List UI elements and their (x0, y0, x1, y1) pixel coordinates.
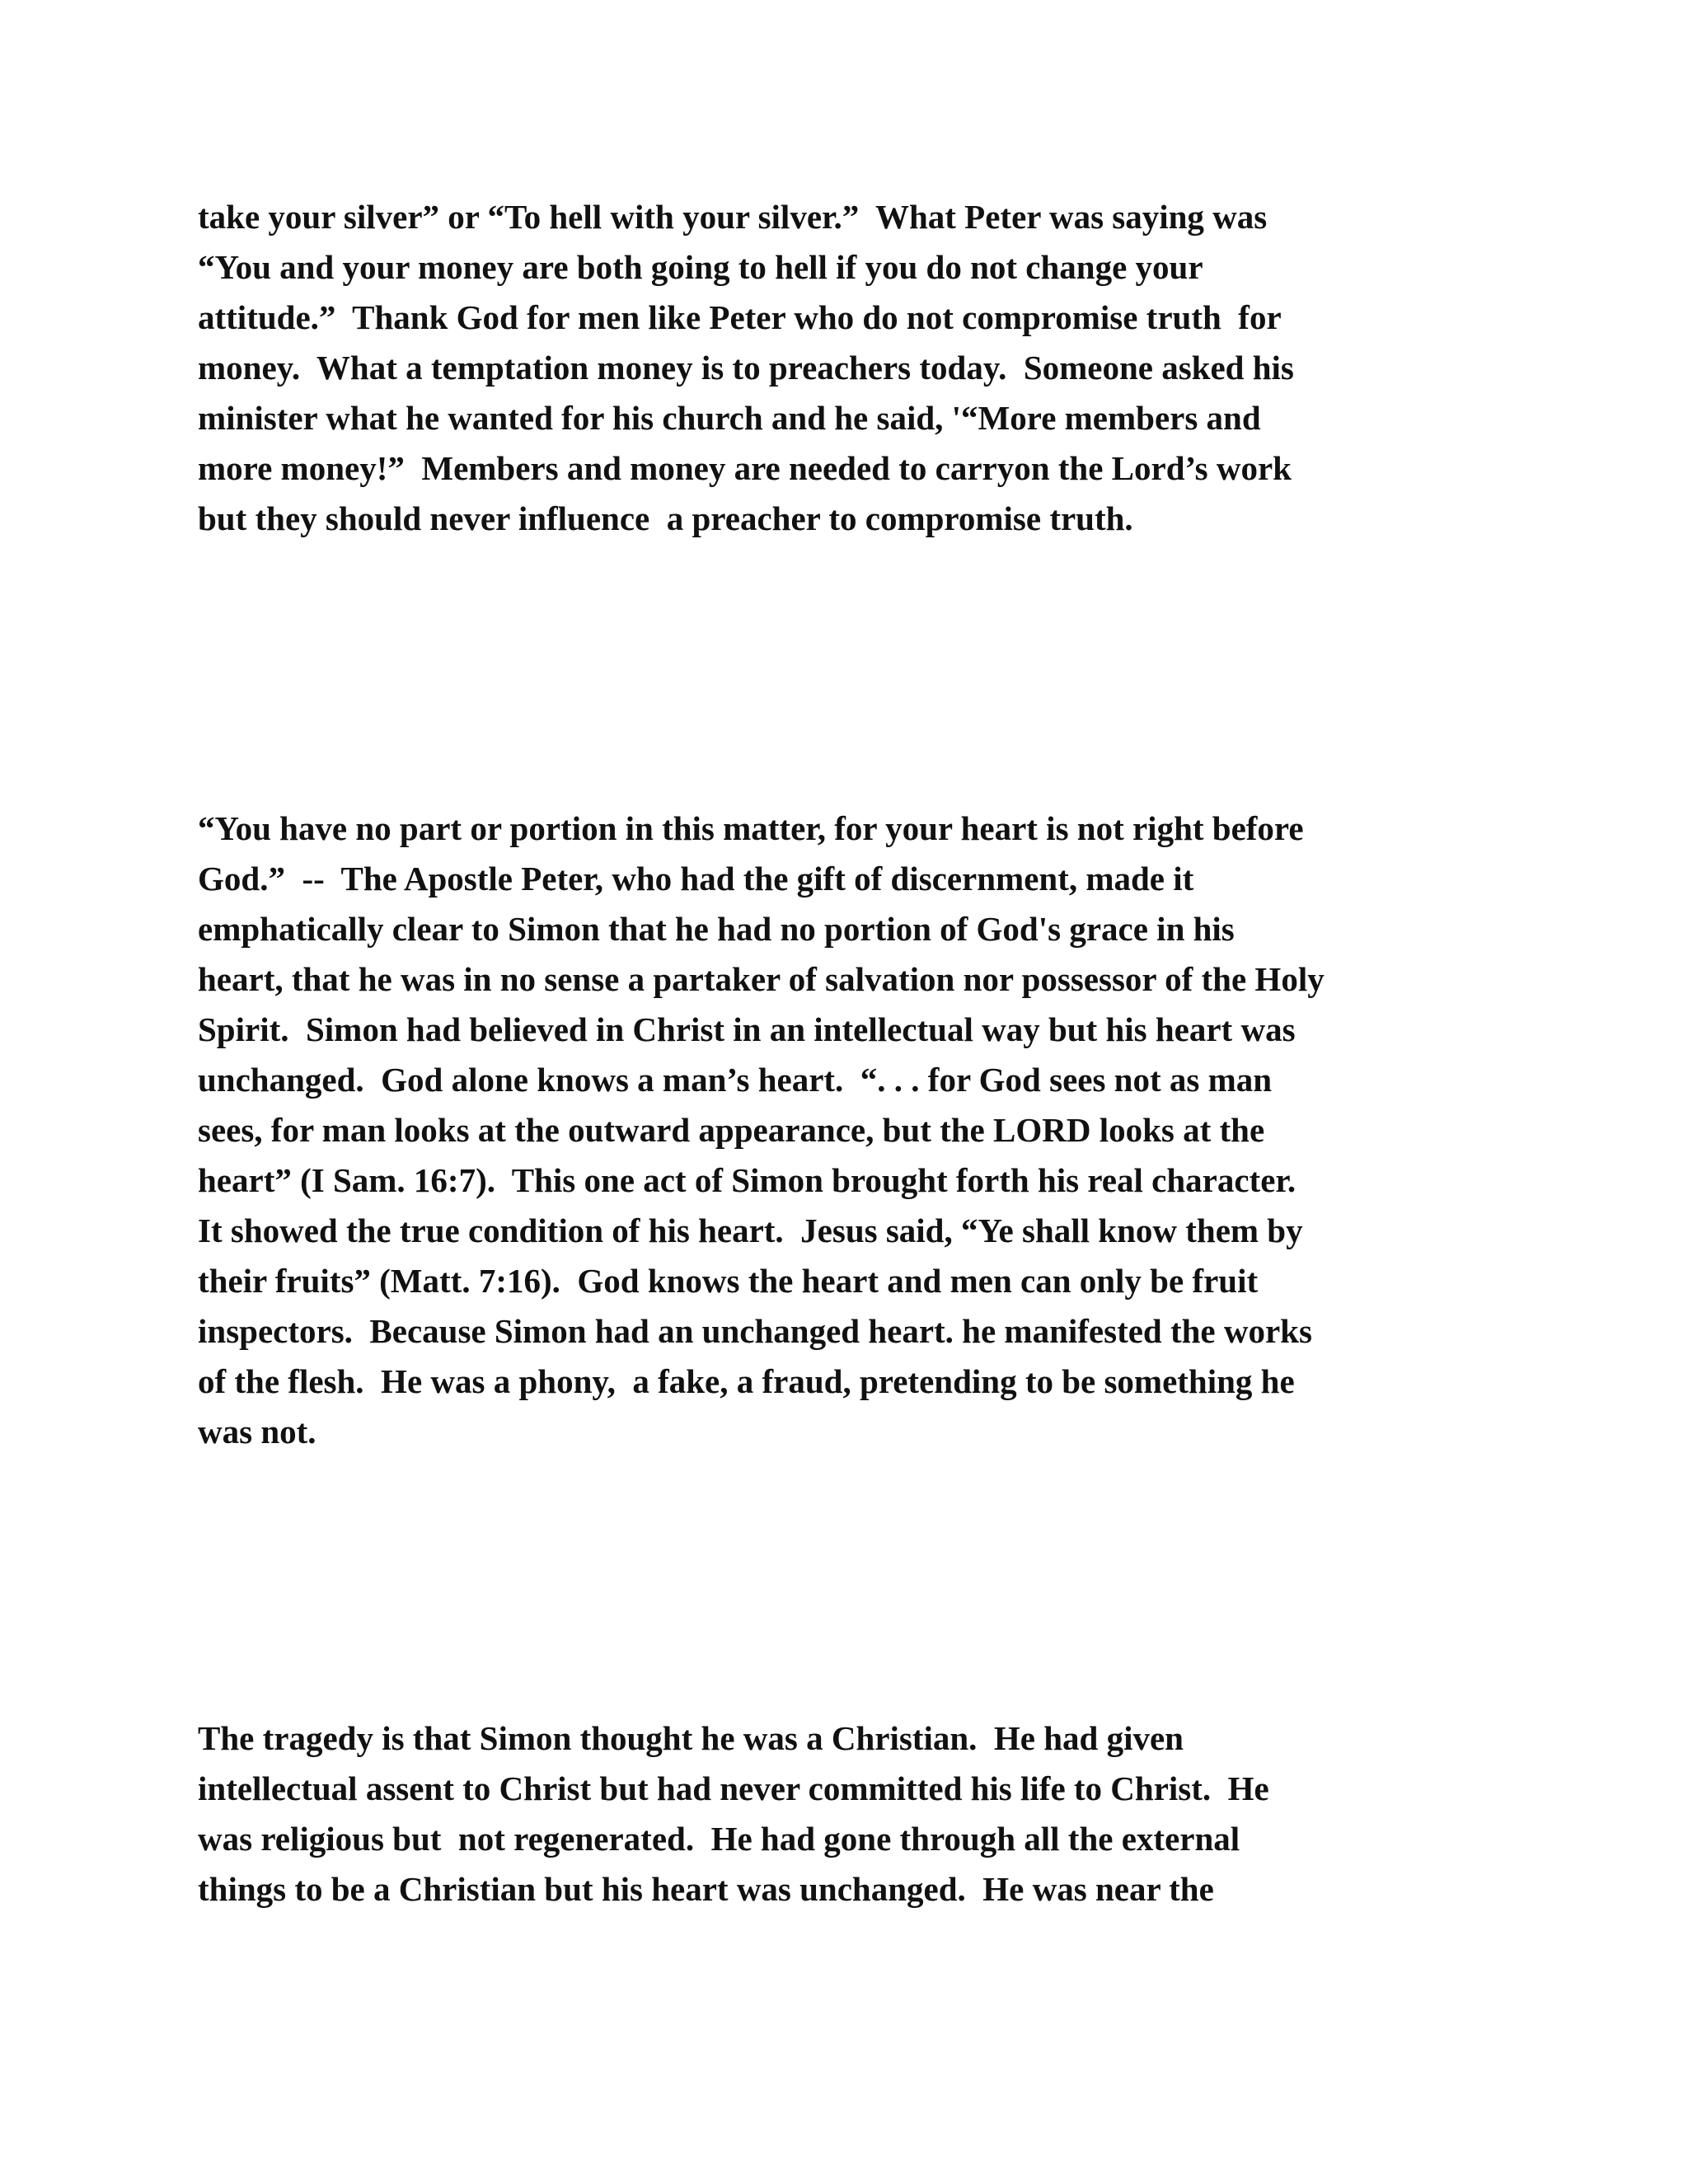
text-line: “You and your money are both going to hell if you do not change your (198, 248, 1203, 286)
text-line: money. What a temptation money is to preachers today. Someone asked his (198, 349, 1294, 387)
text-line: intellectual assent to Christ but had never committed his life to Christ. He (198, 1769, 1269, 1807)
text-line: was religious but not regenerated. He had gone through all the external (198, 1820, 1240, 1858)
text-line: “You have no part or portion in this matter, for your heart is not right before (198, 809, 1304, 847)
text-line: was not. (198, 1413, 316, 1451)
text-line: God.” -- The Apostle Peter, who had the gift of discernment, made it (198, 860, 1194, 898)
text-line: take your silver” or “To hell with your silver.” What Peter was saying was (198, 198, 1268, 236)
paragraph-1 (198, 192, 1550, 544)
text-line: but they should never influence a preacher to compromise truth. (198, 499, 1133, 537)
paragraph-2 (198, 804, 1550, 1457)
text-line: heart, that he was in no sense a partaker of salvation nor possessor of the Holy (198, 960, 1325, 998)
text-line: their fruits” (Matt. 7:16). God knows the heart and men can only be fruit (198, 1262, 1259, 1300)
text-line: unchanged. God alone knows a man’s heart. “. . . for God sees not as man (198, 1061, 1273, 1099)
text-line: attitude.” Thank God for men like Peter who do not compromise truth for (198, 298, 1282, 336)
paragraph-3 (198, 1713, 1550, 1915)
text-line: heart” (I Sam. 16:7). This one act of Simon brought forth his real character. (198, 1161, 1296, 1199)
text-line: more money!” Members and money are needed to carryon the Lord’s work (198, 449, 1292, 487)
text-line: things to be a Christian but his heart was unchanged. He was near the (198, 1870, 1214, 1908)
text-line: sees, for man looks at the outward appearance, but the LORD looks at the (198, 1111, 1265, 1149)
text-line: Spirit. Simon had believed in Christ in an intellectual way but his heart was (198, 1010, 1296, 1048)
text-line: minister what he wanted for his church and he said, '“More members and (198, 399, 1261, 437)
text-line: The tragedy is that Simon thought he was a Christian. He had given (198, 1719, 1184, 1757)
text-line: inspectors. Because Simon had an unchanged heart. he manifested the works (198, 1312, 1312, 1350)
text-line: of the flesh. He was a phony, a fake, a fraud, pretending to be something he (198, 1362, 1295, 1400)
text-line: It showed the true condition of his heart. Jesus said, “Ye shall know them by (198, 1212, 1303, 1249)
text-line: emphatically clear to Simon that he had no portion of God's grace in his (198, 910, 1235, 948)
